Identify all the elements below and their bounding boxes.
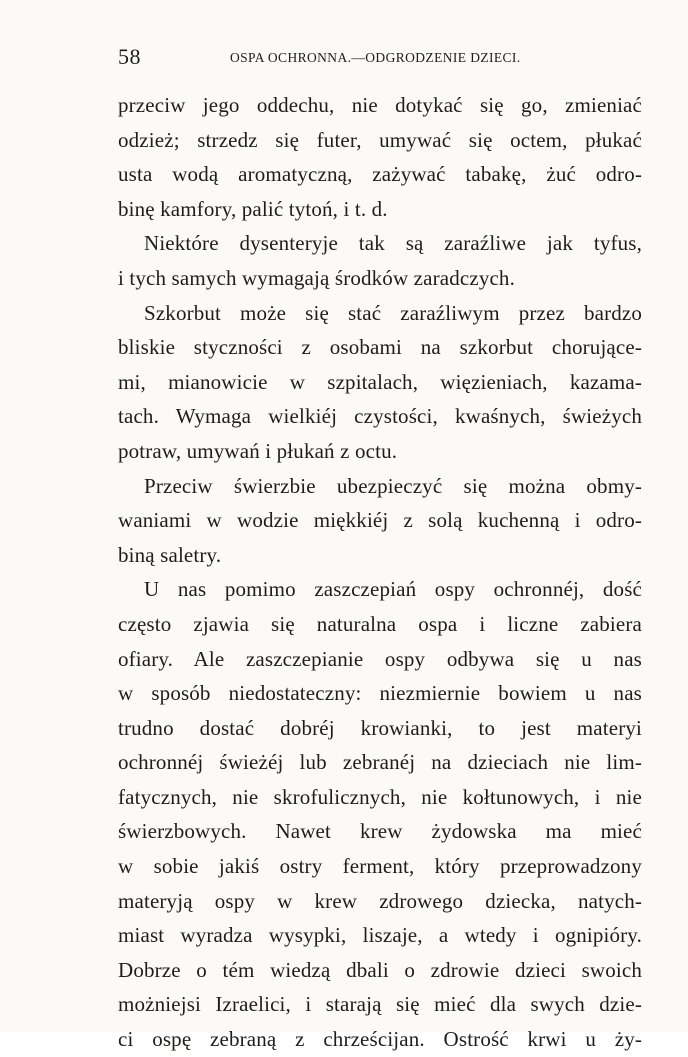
text-line: miast wyradza wysypki, liszaje, a wtedy i ognipióry.	[118, 923, 642, 948]
text-line: Niektóre dysenteryje tak są zaraźliwe jak tyfus,	[144, 231, 642, 256]
text-line: możniejsi Izraelici, i starają się mieć dla swych dzie-	[118, 992, 642, 1017]
text-line: bliskie styczności z osobami na szkorbut chorujące-	[118, 335, 642, 360]
text-line: w sobie jakiś ostry ferment, który przeprowadzony	[118, 854, 642, 879]
body-text	[118, 88, 642, 1057]
text-line: fatycznych, nie skrofulicznych, nie kołtunowych, i nie	[118, 784, 642, 809]
text-line: materyją ospy w krew zdrowego dziecka, natych-	[118, 888, 642, 913]
text-line: ochronnéj świeżéj lub zebranéj na dzieciach nie lim-	[118, 750, 642, 775]
text-line: mi, mianowicie w szpitalach, więzieniach, kazama-	[118, 369, 642, 394]
text-line: świerzbowych. Nawet krew żydowska ma mieć	[118, 819, 642, 844]
text-line: trudno dostać dobréj krowianki, to jest materyi	[118, 715, 642, 740]
text-line: U nas pomimo zaszczepiań ospy ochronnéj, dość	[144, 577, 642, 602]
text-line: Szkorbut może się stać zaraźliwym przez bardzo	[144, 300, 642, 325]
text-line: często zjawia się naturalna ospa i liczne zabiera	[118, 611, 642, 636]
text-line: tach. Wymaga wielkiéj czystości, kwaśnych, świeżych	[118, 404, 642, 429]
page-number: 58	[118, 44, 141, 69]
running-head	[118, 44, 640, 72]
text-line: przeciw jego oddechu, nie dotykać się go, zmieniać	[118, 93, 642, 117]
text-line: w sposób niedostateczny: niezmiernie bowiem u nas	[118, 681, 642, 706]
text-line: biną saletry.	[118, 542, 222, 567]
text-line: ofiary. Ale zaszczepianie ospy odbywa się u nas	[118, 646, 642, 671]
text-line: odzież; strzedz się futer, umywać się octem, płukać	[118, 127, 642, 152]
text-line: ci ospę zebraną z chrześcijan. Ostrość krwi u ży-	[118, 1027, 642, 1052]
text-line: usta wodą aromatyczną, zażywać tabakę, żuć odro-	[118, 162, 642, 187]
text-line: binę kamfory, palić tytoń, i t. d.	[118, 196, 388, 221]
text-line: potraw, umywań i płukań z octu.	[118, 438, 398, 463]
running-title: OSPA OCHRONNA.—ODGRODZENIE DZIECI.	[230, 50, 521, 65]
text-line: Dobrze o tém wiedzą dbali o zdrowie dzieci swoich	[118, 957, 642, 982]
text-line: Przeciw świerzbie ubezpieczyć się można obmy-	[144, 473, 642, 498]
text-line: i tych samych wymagają środków zaradczych.	[118, 265, 515, 290]
text-line: waniami w wodzie miękkiéj z solą kuchenną i odro-	[118, 508, 642, 533]
